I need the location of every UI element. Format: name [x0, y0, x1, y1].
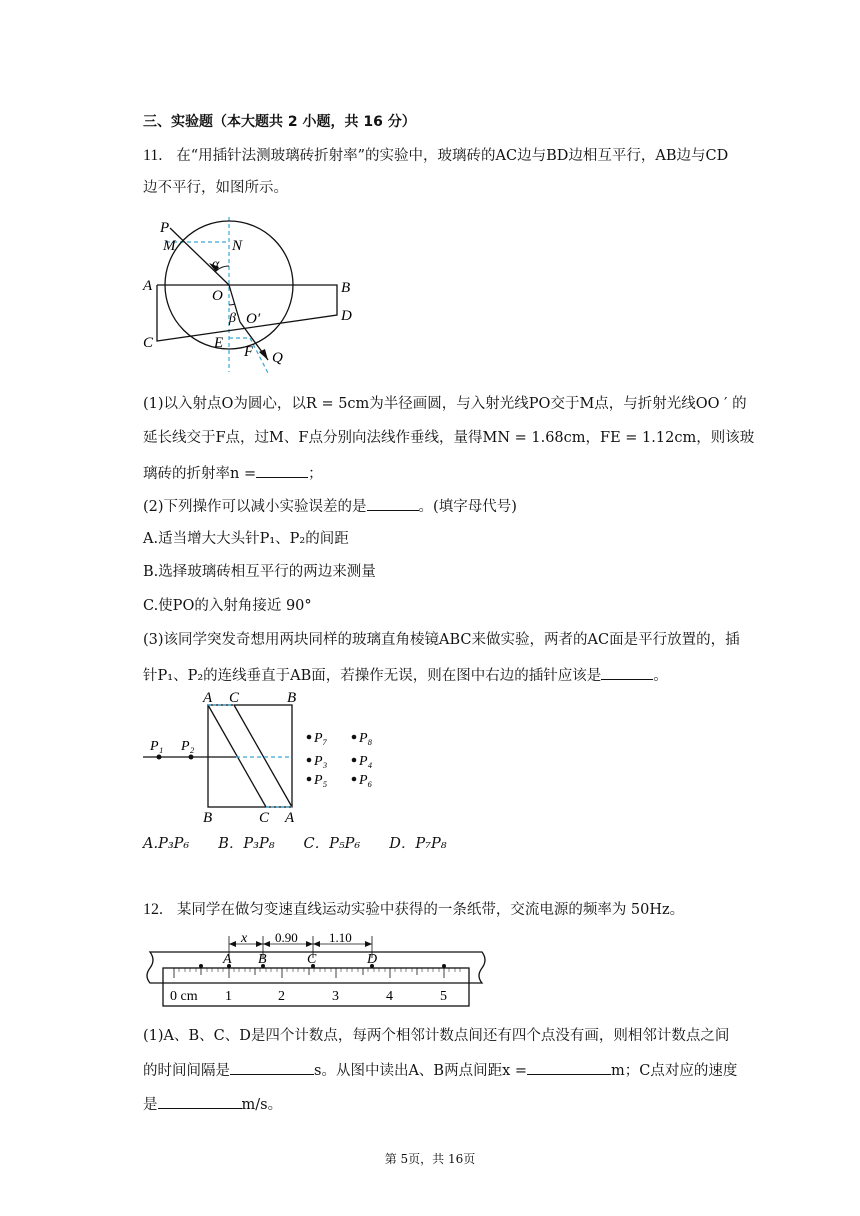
ruler-label-3: 3: [332, 989, 339, 1004]
q12-part1-line2: [143, 1059, 737, 1081]
q11-option-c: C.使PO的入射角接近 90°: [143, 598, 312, 614]
fig2-label-A-bottom: A: [285, 810, 295, 826]
tape-point-B: B: [258, 952, 267, 967]
q12-stem-text: 某同学在做匀变速直线运动实验中获得的一条纸带，交流电源的频率为 50Hz。: [176, 902, 685, 918]
q11-stem-text: 在“用插针法测玻璃砖折射率”的实验中，玻璃砖的AC边与BD边相互平行，AB边与CD: [176, 148, 729, 164]
q11-part3-line1: (3)该同学突发奇想用两块同样的玻璃直角棱镜ABC来做实验，两者的AC面是平行放置的，插: [143, 632, 740, 648]
fig2-label-P3: P₃: [314, 754, 328, 769]
fig1-label-Q: Q: [272, 350, 283, 366]
fig2-label-C-top: C: [229, 690, 240, 706]
ruler-label-1: 1: [225, 989, 232, 1004]
tape-label-090: 0.90: [275, 930, 298, 945]
q11-option-b: B.选择玻璃砖相互平行的两边来测量: [143, 564, 376, 580]
q12-number: 12.: [143, 901, 163, 918]
q12-part1-line3: [143, 1093, 282, 1115]
fig1-label-A: A: [143, 278, 153, 294]
q12-part1-text-c: m；C点对应的速度: [611, 1063, 738, 1079]
q11-part1-text: 璃砖的折射率n =: [143, 466, 257, 482]
q11-part3-end: 。: [653, 668, 668, 684]
fig2-label-P2: P₂: [181, 739, 195, 754]
tape-label-110: 1.10: [329, 930, 352, 945]
fig2-label-P1: P₁: [150, 739, 164, 754]
fig2-label-P8: P₈: [359, 731, 373, 746]
tape-point-C: C: [307, 952, 317, 967]
q11-part1-line1: (1)以入射点O为圆心，以R = 5cm为半径画圆，与入射光线PO交于M点，与折射光线OO ′ 的: [143, 396, 747, 412]
fig1-label-F: F: [244, 344, 254, 360]
fig2-label-P5: P₅: [314, 773, 328, 788]
ruler-label-2: 2: [278, 989, 285, 1004]
fig2-label-B-top: B: [287, 690, 297, 706]
fig2-label-B-bottom: B: [203, 810, 213, 826]
q11-part2-end: 。(填字母代号): [418, 499, 517, 515]
fig1-label-C: C: [143, 335, 154, 351]
fig2-label-P4: P₄: [359, 754, 373, 769]
answer-blank-distance[interactable]: [527, 1059, 611, 1075]
q12-part1-text-b: s。从图中读出A、B两点间距x =: [314, 1063, 528, 1079]
fig1-label-beta: β: [229, 311, 236, 326]
fig1-label-D: D: [341, 308, 352, 324]
q12-part1-text-a: 的时间间隔是: [143, 1063, 230, 1079]
q11-option-a: A.适当增大大头针P₁、P₂的间距: [143, 531, 349, 547]
fig1-label-P: P: [160, 220, 170, 236]
ruler-label-4: 4: [386, 989, 393, 1004]
page-footer: 第 5页，共 16页: [384, 1152, 476, 1166]
fig2-label-C-bottom: C: [259, 810, 270, 826]
q11-stem-line2: 边不平行，如图所示。: [143, 180, 288, 196]
q11-part3-text: 针P₁、P₂的连线垂直于AB面，若操作无误，则在图中右边的插针应该是: [143, 668, 602, 684]
fig1-label-E: E: [214, 335, 224, 351]
tape-label-x: x: [241, 931, 248, 946]
q12-part1-text-e: m/s。: [241, 1097, 283, 1113]
ruler-label-0cm: 0 cm: [170, 989, 198, 1004]
q11-part1-line2: 延长线交于F点，过M、F点分别向法线作垂线，量得MN = 1.68cm，FE = 1.12cm，则该玻: [143, 430, 755, 446]
q11-part3-choices: A.P₃P₆ B．P₃P₈ C．P₅P₆ D．P₇P₈: [143, 836, 447, 852]
tape-point-D: D: [367, 952, 378, 967]
fig2-label-P7: P₇: [314, 731, 328, 746]
tape-point-A: A: [223, 952, 232, 967]
answer-blank-interval[interactable]: [230, 1059, 314, 1075]
fig1-label-B: B: [341, 280, 351, 296]
fig1-label-N: N: [232, 238, 243, 254]
answer-blank-velocity[interactable]: [158, 1093, 242, 1109]
fig1-label-M: M: [163, 238, 176, 254]
fig1-label-O: O: [212, 288, 223, 304]
fig2-label-P6: P₆: [359, 773, 373, 788]
section-title: 三、实验题（本大题共 2 小题，共 16 分）: [143, 114, 416, 130]
fig2-label-A-top: A: [203, 690, 213, 706]
q11-part1-end: ；: [308, 466, 323, 482]
fig1-label-alpha: α: [212, 257, 220, 272]
q12-part1-text-d: 是: [143, 1097, 158, 1113]
fig1-label-Oprime: O′: [246, 311, 261, 327]
ruler-label-5: 5: [440, 989, 447, 1004]
q11-part2-text: (2)下列操作可以减小实验误差的是: [143, 499, 367, 515]
q12-part1-line1: (1)A、B、C、D是四个计数点，每两个相邻计数点间还有四个点没有画，则相邻计数点之间: [143, 1028, 730, 1044]
q11-number: 11.: [143, 147, 163, 164]
